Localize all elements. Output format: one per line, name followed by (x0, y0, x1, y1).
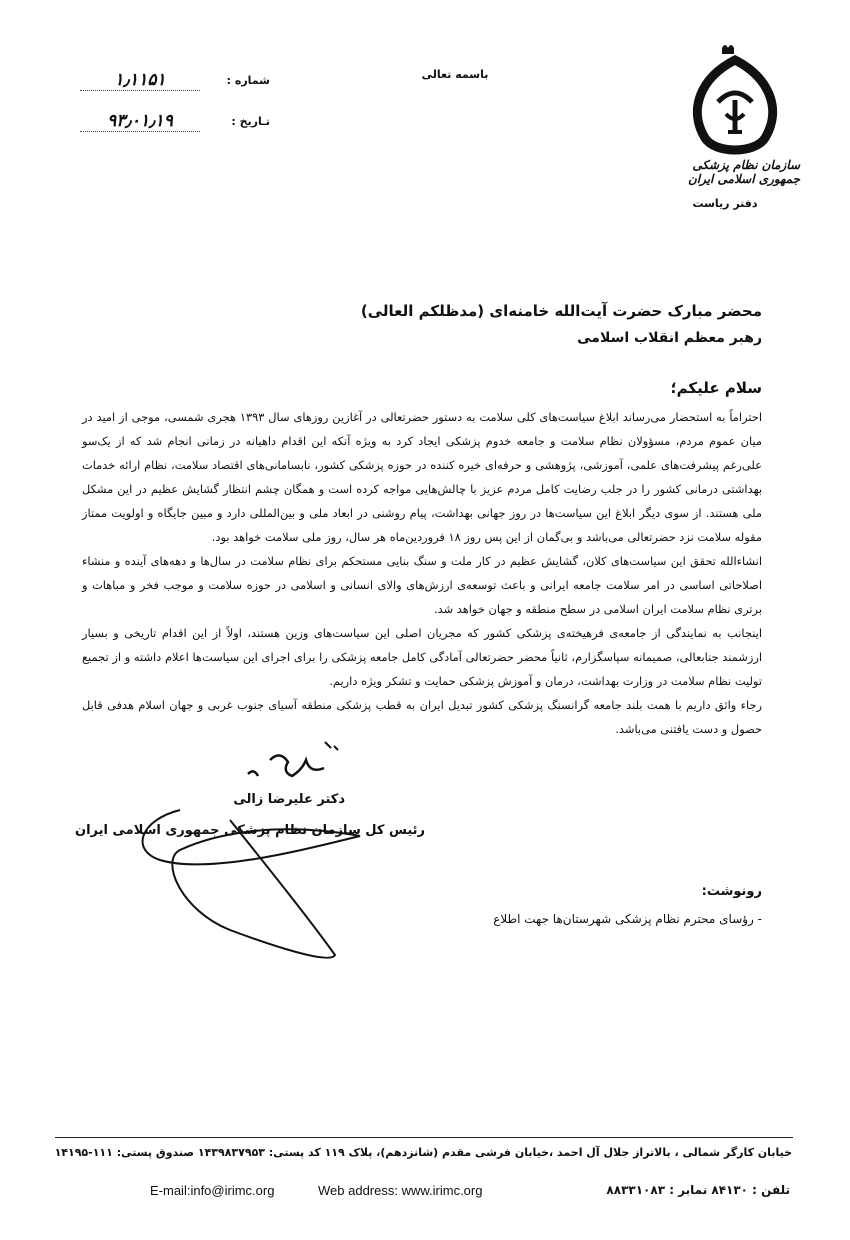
org-logo (660, 40, 810, 220)
letter-number-label: شماره : (226, 74, 270, 87)
office-name: دفتر ریاست (692, 197, 758, 210)
letter-date (80, 111, 270, 133)
recipient-line-1: محضر مبارک حضرت آیت‌الله خامنه‌ای (مدظلکم العالی) (360, 302, 762, 320)
letter-number (80, 70, 270, 92)
paragraph: انشاءالله تحقق این سیاست‌های کلان، گشایش عظیم در کار ملت و سنگ بنایی مستحکم برای نظام سلامت در سال‌ها و دهه‌های آینده و منشاء اصلاحاتی اساسی در امر سلامت جامعه ایرانی و باعث توسعه‌ی ارزش‌های والای انسانی و اسلامی در حوزه سلامت و موجب فخر و مباهات و برتری نظام سلامت ایران اسلامی در سطح منطقه و جهان خواهد شد. (82, 554, 762, 616)
handwritten-signature (120, 740, 380, 970)
bismillah-heading: باسمه تعالی (421, 68, 489, 81)
paragraph: اینجانب به نمایندگی از جامعه‌ی فرهیخته‌ی پزشکی کشور که مجریان اصلی این سیاست‌های وزین هستند، اولاً از این اقدام تاریخی و بسیار ارزشمند جنابعالی، صمیمانه سپاسگزارم، ثانیاً محضر حضرتعالی آمادگی کامل جامعه پزشکی را برای اجرای این سیاست‌ها اعلام داشته و از تجمیع تولیت نظام سلامت در وزارت بهداشت، درمان و آموزش پزشکی حمایت و تشکر ویژه داریم. (82, 626, 762, 688)
letter-body (82, 405, 762, 741)
cc-item: - رؤسای محترم نظام پزشکی شهرستان‌ها جهت اطلاع (493, 912, 762, 926)
footer-contact (150, 1183, 790, 1203)
paragraph: احتراماً به استحضار می‌رساند ابلاغ سیاست‌های کلی سلامت به دستور حضرتعالی در آغازین روزهای سال ۱۳۹۳ هجری شمسی، موجی از امید در میان عموم مردم، مسؤولان نظام سلامت و جامعه خدوم پزشکی ایجاد کرد به ویژه آنکه این اقدام داهیانه در زمانی انجام شد که از یک‌سو علی‌رغم پیشرفت‌های علمی، آموزشی، پژوهشی و حرفه‌ای خیره کننده در حوزه پزشکی کشور، نابسامانی‌های اقتصاد سلامت، نظام ارائه خدمات بهداشتی درمانی کشور را در جلب رضایت کامل مردم عزیز با چالش‌هایی مواجه کرده است و همگان چشم انتظار گشایش عظیم در این مشکل ملی هستند. از سوی دیگر ابلاغ این سیاست‌ها در روز جهانی بهداشت، پیام روشنی در ابعاد ملی و بین‌المللی دارد و مبین جایگاه و اولویت ممتاز مقوله سلامت نزد حضرتعالی می‌باشد و بی‌گمان از این پس روز ۱۸ فروردین‌ماه هر سال، روز ملی سلامت خواهد بود. (82, 410, 763, 544)
footer-divider (55, 1137, 793, 1138)
footer-email: E-mail:info@irimc.org (150, 1183, 275, 1198)
signatory-name: دکتر علیرضا زالی (233, 792, 345, 807)
footer-address: خیابان کارگر شمالی ، بالاتراز جلال آل احمد ،خیابان فرشی مقدم (شانزدهم)، پلاک ۱۱۹ کد پستی: ۱۴۳۹۸۳۷۹۵۳ صندوق پستی: ۱۱۱-۱۴۱۹۵ (54, 1146, 792, 1159)
letter-number-value: ۱٫۱۱۵۱ (80, 70, 200, 91)
recipient-line-2: رهبر معظم انقلاب اسلامی (577, 330, 762, 346)
footer-phones: تلفن : ۸۴۱۳۰ نمابر : ۸۸۳۳۱۰۸۳ (606, 1183, 790, 1197)
paragraph: رجاء واثق داریم با همت بلند جامعه گرانسنگ پزشکی کشور تبدیل ایران به قطب پزشکی منطقه آسیای جنوب غربی و جهان اسلام هدفی قابل حصول و دست یافتنی می‌باشد. (82, 698, 762, 736)
org-emblem-icon (660, 40, 810, 160)
footer-web-address: Web address: www.irimc.org (318, 1183, 483, 1198)
letter-date-label: تـاریخ : (231, 115, 270, 128)
signatory-title: رئیس کل سازمان نظام پزشکی جمهوری اسلامی ایران (75, 823, 425, 838)
org-name: سازمان نظام پزشکی جمهوری اسلامی ایران (687, 158, 800, 186)
salutation: سلام علیکم؛ (670, 379, 762, 397)
cc-label: رونوشت: (701, 884, 762, 899)
letter-date-value: ۹۳٫۰۱٫۱۹ (80, 111, 200, 132)
